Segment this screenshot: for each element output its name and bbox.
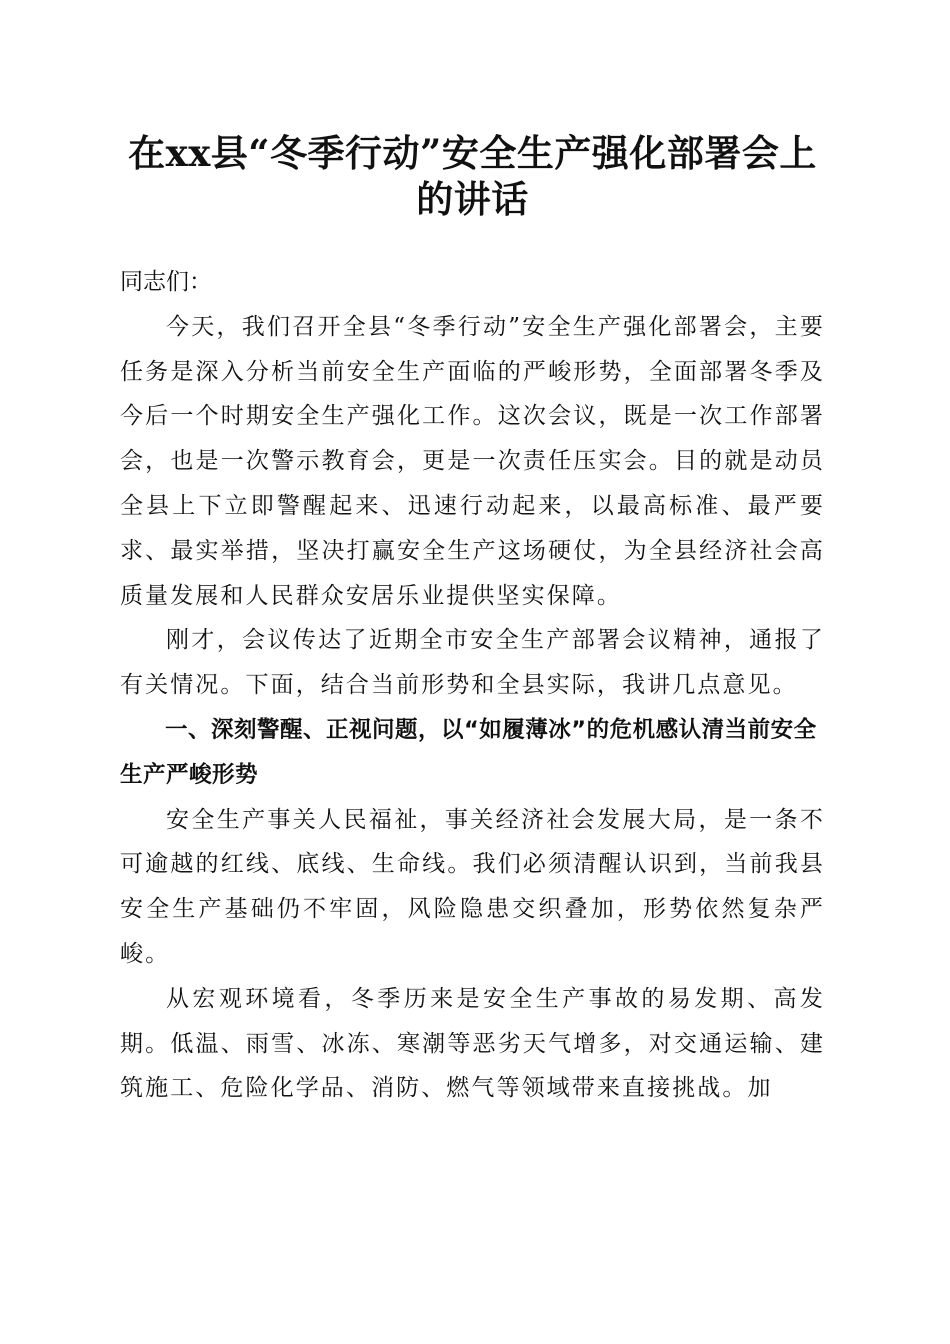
paragraph-safety-importance: 安全生产事关人民福祉，事关经济社会发展大局，是一条不可逾越的红线、底线、生命线。我们必须清醒认识到，当前我县安全生产基础仍不牢固，风险隐患交织叠加，形势依然复杂严峻。 — [120, 806, 825, 967]
salutation: 同志们： — [120, 269, 212, 295]
document-page — [120, 130, 825, 1111]
document-title: 在xx县“冬季行动”安全生产强化部署会上的讲话 — [128, 131, 817, 221]
paragraph-opening: 今天，我们召开全县“冬季行动”安全生产强化部署会，主要任务是深入分析当前安全生产面临的严峻形势，全面部署冬季及今后一个时期安全生产强化工作。这次会议，既是一次工作部署会，也是一次警示教育会，更是一次责任压实会。目的就是动员全县上下立即警醒起来、迅速行动起来，以最高标准、最严要求、最实举措，坚决打赢安全生产这场硬仗，为全县经济社会高质量发展和人民群众安居乐业提供坚实保障。 — [120, 313, 825, 609]
paragraph-macro-environment: 从宏观环境看，冬季历来是安全生产事故的易发期、高发期。低温、雨雪、冰冻、寒潮等恶劣天气增多，对交通运输、建筑施工、危险化学品、消防、燃气等领域带来直接挑战。加 — [120, 985, 825, 1102]
section-heading-1: 一、深刻警醒、正视问题，以“如履薄冰”的危机感认清当前安全生产严峻形势 — [120, 716, 817, 788]
paragraph-briefing: 刚才，会议传达了近期全市安全生产部署会议精神，通报了有关情况。下面，结合当前形势和全县实际，我讲几点意见。 — [120, 627, 825, 699]
